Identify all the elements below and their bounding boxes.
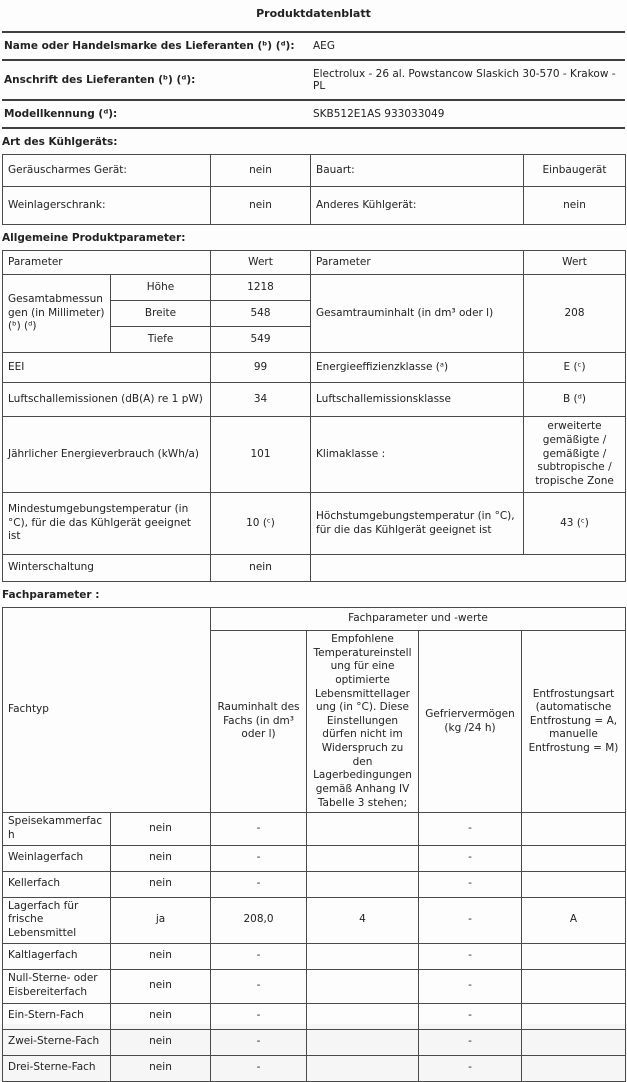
table-row [3, 1029, 626, 1055]
group-header: Fachparameter und -werte [211, 608, 626, 631]
compartment-temp [307, 813, 419, 845]
compartment-defrost [522, 813, 626, 845]
compartment-defrost [522, 1055, 626, 1081]
table-row [3, 155, 626, 187]
table-row [3, 383, 626, 417]
table-row [3, 493, 626, 555]
column-header: Parameter [311, 251, 524, 275]
compartment-freeze: - [419, 813, 522, 845]
model-id-value: SKB512E1AS 933033049 [311, 100, 625, 128]
type-label: Anderes Kühlgerät: [311, 187, 524, 225]
type-value: nein [524, 187, 626, 225]
compartment-table [2, 607, 626, 1082]
param-label: Höchstumgebungstemperatur (in °C), für die das Kühlgerät geeignet ist [311, 493, 524, 555]
type-value: nein [211, 187, 311, 225]
param-value: nein [211, 555, 311, 582]
table-row [3, 871, 626, 897]
param-label: Energieeffizienzklasse (ᵃ) [311, 353, 524, 383]
compartment-defrost [522, 969, 626, 1003]
compartment-name: Speisekammerfach [3, 813, 111, 845]
param-label: Mindestumgebungstemperatur (in °C), für die das Kühlgerät geeignet ist [3, 493, 211, 555]
compartment-temp [307, 943, 419, 969]
table-header-row [3, 251, 626, 275]
compartment-defrost [522, 943, 626, 969]
type-value: nein [211, 155, 311, 187]
param-label: Gesamtabmessungen (in Millimeter) (ᵇ) (ᵈ) [3, 275, 111, 353]
column-header: Wert [524, 251, 626, 275]
compartment-volume: - [211, 813, 307, 845]
compartment-defrost [522, 845, 626, 871]
dimension-name: Tiefe [111, 327, 211, 353]
table-row [3, 943, 626, 969]
type-label: Weinlagerschrank: [3, 187, 211, 225]
table-row [3, 275, 626, 301]
supplier-name-row [2, 32, 625, 60]
compartment-defrost [522, 1029, 626, 1055]
compartment-present: nein [111, 1029, 211, 1055]
dimension-name: Höhe [111, 275, 211, 301]
param-label: Luftschallemissionsklasse [311, 383, 524, 417]
table-row [3, 845, 626, 871]
compartment-freeze: - [419, 1003, 522, 1029]
compartment-name: Weinlagerfach [3, 845, 111, 871]
model-id-row [2, 100, 625, 128]
compartment-freeze: - [419, 1055, 522, 1081]
column-header-temperature: Empfohlene Temperatureinstellung für eine optimierte Lebensmittellagerung (in °C). Diese Einstellungen dürfen nicht im Widerspruch zu den Lagerbedingungen gemäß Anhang IV Tabelle 3 stehen; [307, 631, 419, 813]
param-value: 99 [211, 353, 311, 383]
section-heading-type: Art des Kühlgeräts: [2, 136, 118, 148]
compartment-freeze: - [419, 871, 522, 897]
param-value: 34 [211, 383, 311, 417]
compartment-name: Null-Sterne- oder Eisbereiterfach [3, 969, 111, 1003]
compartment-present: nein [111, 845, 211, 871]
supplier-name-label: Name oder Handelsmarke des Lieferanten (ᵇ) (ᵈ): [2, 32, 311, 60]
compartment-present: nein [111, 1003, 211, 1029]
column-header-volume: Rauminhalt des Fachs (in dm³ oder l) [211, 631, 307, 813]
table-row [3, 897, 626, 943]
param-value: 10 (ᶜ) [211, 493, 311, 555]
compartment-present: nein [111, 943, 211, 969]
param-value: erweiterte gemäßigte / gemäßigte / subtropische / tropische Zone [524, 417, 626, 493]
compartment-defrost: A [522, 897, 626, 943]
table-row [3, 1055, 626, 1081]
table-row [3, 555, 626, 582]
table-row [3, 1003, 626, 1029]
column-header-defrost: Entfrostungsart (automatische Entfrostung = A, manuelle Entfrostung = M) [522, 631, 626, 813]
table-row [3, 187, 626, 225]
param-value: B (ᵈ) [524, 383, 626, 417]
compartment-volume: - [211, 871, 307, 897]
param-label [311, 555, 626, 582]
compartment-volume: - [211, 845, 307, 871]
compartment-temp [307, 871, 419, 897]
compartment-present: nein [111, 813, 211, 845]
compartment-present: nein [111, 1055, 211, 1081]
table-row [3, 969, 626, 1003]
model-id-label: Modellkennung (ᵈ): [2, 100, 311, 128]
column-header-fachtyp: Fachtyp [3, 608, 211, 813]
compartment-name: Drei-Sterne-Fach [3, 1055, 111, 1081]
compartment-present: nein [111, 969, 211, 1003]
compartment-volume: - [211, 1003, 307, 1029]
table-row [3, 813, 626, 845]
compartment-present: ja [111, 897, 211, 943]
compartment-temp [307, 845, 419, 871]
supplier-address-row [2, 60, 625, 100]
compartment-volume: - [211, 1055, 307, 1081]
compartment-volume: - [211, 943, 307, 969]
compartment-name: Kaltlagerfach [3, 943, 111, 969]
compartment-present: nein [111, 871, 211, 897]
param-value: E (ᶜ) [524, 353, 626, 383]
column-header: Wert [211, 251, 311, 275]
compartment-name: Kellerfach [3, 871, 111, 897]
table-header-row [3, 608, 626, 631]
compartment-temp [307, 1003, 419, 1029]
type-value: Einbaugerät [524, 155, 626, 187]
dimension-value: 549 [211, 327, 311, 353]
compartment-volume: 208,0 [211, 897, 307, 943]
compartment-temp [307, 969, 419, 1003]
supplier-name-value: AEG [311, 32, 625, 60]
compartment-freeze: - [419, 943, 522, 969]
page-title: Produktdatenblatt [256, 7, 371, 20]
supplier-address-label: Anschrift des Lieferanten (ᵇ) (ᵈ): [2, 60, 311, 100]
compartment-freeze: - [419, 845, 522, 871]
compartment-name: Lagerfach für frische Lebensmittel [3, 897, 111, 943]
param-value: 208 [524, 275, 626, 353]
compartment-freeze: - [419, 897, 522, 943]
compartment-temp [307, 1029, 419, 1055]
param-value: 43 (ᶜ) [524, 493, 626, 555]
column-header: Parameter [3, 251, 211, 275]
type-label: Geräuscharmes Gerät: [3, 155, 211, 187]
general-parameters-table [2, 250, 626, 582]
compartment-freeze: - [419, 969, 522, 1003]
compartment-defrost [522, 871, 626, 897]
section-heading-general: Allgemeine Produktparameter: [2, 232, 186, 244]
compartment-volume: - [211, 1029, 307, 1055]
compartment-temp [307, 1055, 419, 1081]
compartment-freeze: - [419, 1029, 522, 1055]
dimension-value: 1218 [211, 275, 311, 301]
supplier-address-value: Electrolux - 26 al. Powstancow Slaskich 30-570 - Krakow - PL [311, 60, 625, 100]
param-label: Jährlicher Energieverbrauch (kWh/a) [3, 417, 211, 493]
section-heading-compartment: Fachparameter : [2, 589, 100, 601]
column-header-freezing: Gefriervermögen (kg /24 h) [419, 631, 522, 813]
dimension-value: 548 [211, 301, 311, 327]
param-value: 101 [211, 417, 311, 493]
dimension-name: Breite [111, 301, 211, 327]
compartment-name: Ein-Stern-Fach [3, 1003, 111, 1029]
param-label: EEI [3, 353, 211, 383]
compartment-defrost [522, 1003, 626, 1029]
param-label: Winterschaltung [3, 555, 211, 582]
compartment-volume: - [211, 969, 307, 1003]
table-row [3, 353, 626, 383]
table-row [3, 417, 626, 493]
compartment-name: Zwei-Sterne-Fach [3, 1029, 111, 1055]
compartment-temp: 4 [307, 897, 419, 943]
param-label: Gesamtrauminhalt (in dm³ oder l) [311, 275, 524, 353]
type-table [2, 154, 626, 225]
supplier-info-table [2, 31, 625, 129]
param-label: Luftschallemissionen (dB(A) re 1 pW) [3, 383, 211, 417]
param-label: Klimaklasse : [311, 417, 524, 493]
type-label: Bauart: [311, 155, 524, 187]
